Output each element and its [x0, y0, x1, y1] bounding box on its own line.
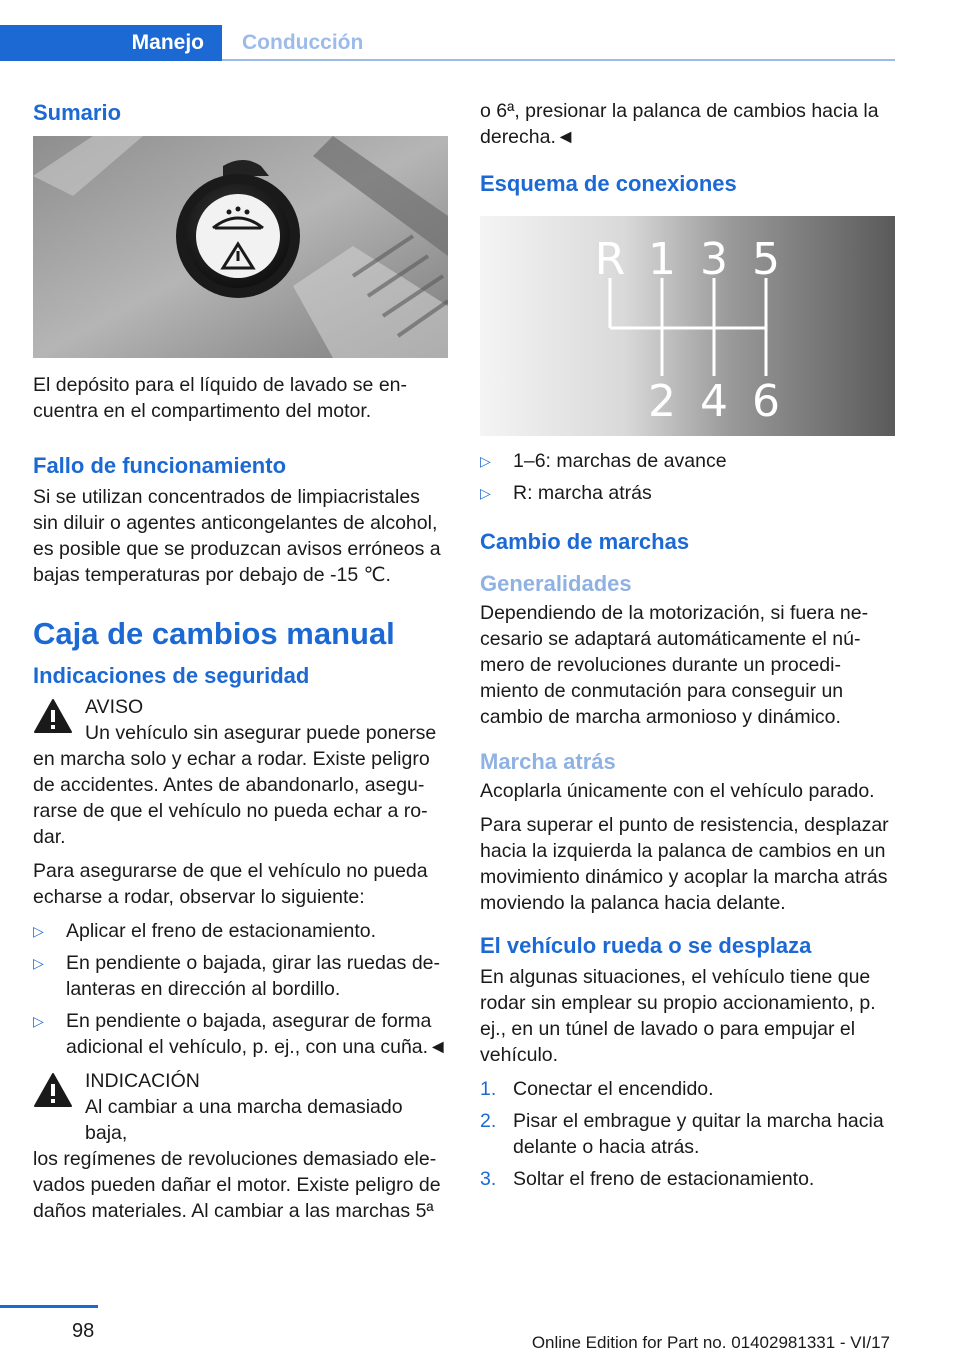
gear-shift-diagram [480, 216, 895, 436]
gear-label-bottom: 2 [648, 376, 676, 427]
washer-reservoir-photo [33, 136, 448, 358]
gear-label-top: R [594, 234, 626, 285]
section-title-fallo: Fallo de funcionamiento [33, 453, 287, 478]
indicacion-first-line: Al cambiar a una marcha demasiado baja, [85, 1096, 403, 1144]
chapter-title: Caja de cambios manual [33, 616, 395, 651]
left-column [33, 98, 448, 1232]
section-title-generalidades: Generalidades [480, 571, 632, 596]
aviso-first-line: Un vehículo sin asegurar puede ponerse [85, 722, 437, 744]
continuation-text: o 6ª, presionar la palanca de cambios hacia la derecha.◄ [480, 100, 879, 148]
asegurar-intro: Para asegurarse de que el vehículo no pueda echarse a rodar, observar lo siguiente: [33, 860, 428, 908]
marcha-atras-p1: Acoplarla únicamente con el vehículo parado. [480, 780, 875, 802]
right-column [480, 98, 895, 1198]
shift-pattern-illustration [480, 216, 895, 436]
list-item: ▷ En pendiente o bajada, asegurar de forma adicional el vehículo, p. ej., con una cuña.◄ [33, 1010, 448, 1058]
gear-label-top: 5 [752, 234, 780, 285]
list-item: 3. Soltar el freno de estacionamiento. [480, 1168, 815, 1190]
section-title-cambio: Cambio de marchas [480, 529, 690, 554]
fallo-text: Si se utilizan concentrados de limpiacristales sin diluir o agentes anticongelantes de alcohol, es posible que se produzcan avisos erróneos a bajas temperaturas por debajo de -15 ℃. [33, 486, 441, 586]
section-title-seguridad: Indicaciones de seguridad [33, 663, 310, 688]
indicacion-warning [33, 1068, 448, 1146]
aviso-body: en marcha solo y echar a rodar. Existe peligro de accidentes. Antes de abandonarlo, asegu‐ rarse de que el vehículo no pueda echar a ro‐ dar. [33, 748, 430, 848]
photo-caption: El depósito para el líquido de lavado se en‐ cuentra en el compartimento del motor. [33, 374, 408, 422]
list-item: ▷ 1–6: marchas de avance [480, 450, 727, 472]
tab-divider [222, 59, 895, 61]
list-item: 2. Pisar el embrague y quitar la marcha hacia delante o hacia atrás. [480, 1110, 884, 1158]
triangle-bullet-icon: ▷ [33, 955, 44, 971]
triangle-bullet-icon: ▷ [480, 453, 491, 469]
aviso-label: AVISO [85, 696, 144, 718]
marcha-atras-p2: Para superar el punto de resistencia, desplazar hacia la izquierda la palanca de cambios en un movimiento dinámico y acoplar la marcha atrás moviendo la palanca hacia delante. [480, 814, 889, 914]
gear-label-bottom: 4 [700, 376, 728, 427]
indicacion-label: INDICACIÓN [85, 1070, 200, 1092]
warning-triangle-icon [33, 698, 73, 734]
list-item: 1. Conectar el encendido. [480, 1078, 714, 1100]
esquema-list [480, 448, 895, 506]
gear-label-top: 3 [700, 234, 728, 285]
triangle-bullet-icon: ▷ [33, 1013, 44, 1029]
steps-list [480, 1076, 895, 1192]
washer-cap-illustration [33, 136, 448, 358]
list-item: ▷ Aplicar el freno de estacionamiento. [33, 920, 377, 942]
header-tabs [0, 25, 895, 61]
list-item: ▷ R: marcha atrás [480, 482, 652, 504]
rueda-text: En algunas situaciones, el vehículo tiene que rodar sin emplear su propio accionamiento, p. ej., en un túnel de lavado o para empujar el vehículo. [480, 966, 876, 1066]
generalidades-text: Dependiendo de la motorización, si fuera ne‐ cesario se adaptará automáticamente el nú‐ mero de revoluciones durante un procedi‐ miento de conmutación para conseguir un cambio de marcha armonioso y dinámico. [480, 602, 869, 728]
warning-triangle-icon [33, 1072, 73, 1108]
tab-conduccion[interactable]: Conducción [242, 31, 364, 54]
section-title-sumario: Sumario [33, 100, 122, 125]
page-number: 98 [72, 1320, 95, 1342]
asegurar-list [33, 918, 448, 1060]
edition-footer: Online Edition for Part no. 01402981331 - VI/17 [531, 1333, 890, 1352]
section-title-marcha-atras: Marcha atrás [480, 749, 616, 774]
indicacion-body: los regímenes de revoluciones demasiado ele‐ vados pueden dañar el motor. Existe peligro de daños materiales. Al cambiar a las marchas 5ª [33, 1148, 441, 1222]
section-title-esquema: Esquema de conexiones [480, 171, 737, 196]
aviso-warning [33, 694, 448, 746]
gear-label-bottom: 6 [752, 376, 780, 427]
gear-label-top: 1 [648, 234, 676, 285]
page-number-rule [0, 1305, 98, 1308]
section-title-rueda: El vehículo rueda o se desplaza [480, 933, 812, 958]
triangle-bullet-icon: ▷ [480, 485, 491, 501]
tab-manejo[interactable]: Manejo [0, 25, 222, 61]
triangle-bullet-icon: ▷ [33, 923, 44, 939]
list-item: ▷ En pendiente o bajada, girar las ruedas de‐ lanteras en dirección al bordillo. [33, 952, 441, 1000]
